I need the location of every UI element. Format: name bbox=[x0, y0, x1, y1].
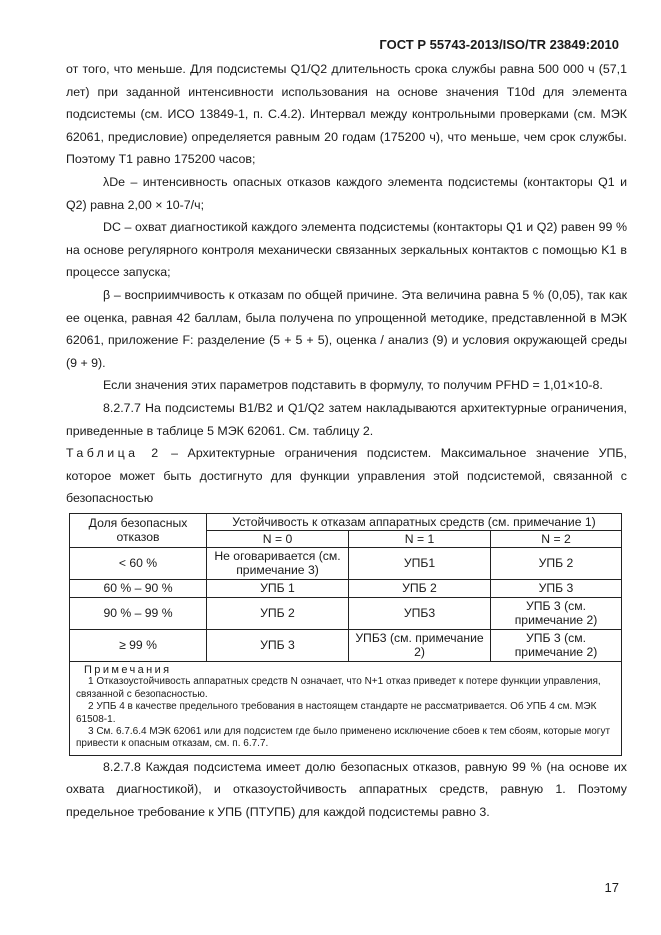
table-cell: ≥ 99 % bbox=[70, 629, 207, 661]
table-cell: УПБ 3 bbox=[207, 629, 349, 661]
table-cell: УПБ1 bbox=[349, 547, 491, 579]
table-cell: УПБ 2 bbox=[207, 597, 349, 629]
paragraph-pfh: Если значения этих параметров подставить в формулу, то получим PFHD = 1,01×10-8. bbox=[103, 378, 603, 393]
architectural-constraints-table bbox=[69, 513, 622, 756]
document-header: ГОСТ Р 55743-2013/ISO/TR 23849:2010 bbox=[379, 37, 619, 52]
paragraph-8277: 8.2.7.7 На подсистемы B1/B2 и Q1/Q2 затем накладываются архитектурные ограничения, приведенные в таблице 5 МЭК 62061. См. таблицу 2. bbox=[66, 400, 627, 438]
paragraph-lambda: λDe – интенсивность опасных отказов каждого элемента подсистемы (контакторы Q1 и Q2) равна 2,00 × 10-7/ч; bbox=[66, 174, 627, 212]
page-body bbox=[66, 58, 627, 824]
table-cell: УПБ3 bbox=[349, 597, 491, 629]
note-2: 2 УПБ 4 в качестве предельного требования в настоящем стандарте не рассматривается. Об УПБ 4 см. МЭК 61508-1. bbox=[76, 701, 597, 725]
table-cell: УПБ 3 (см. примечание 2) bbox=[491, 629, 622, 661]
sub-header-n2: N = 2 bbox=[491, 530, 622, 547]
note-1: 1 Отказоустойчивость аппаратных средств N означает, что N+1 отказ приведет к потере функции управления, связанной с безопасностью. bbox=[76, 676, 601, 700]
table-cell: УПБ 3 (см. примечание 2) bbox=[491, 597, 622, 629]
note-3: 3 См. 6.7.6.4 МЭК 62061 или для подсистем где было применено исключение сбоев к тем сбоям, которые могут привести к опасным отказам, см. п. 6.7.7. bbox=[76, 725, 611, 750]
table-row bbox=[70, 579, 622, 597]
sub-header-n0: N = 0 bbox=[207, 530, 349, 547]
col-header-hft: Устойчивость к отказам аппаратных средств (см. примечание 1) bbox=[207, 513, 622, 530]
table-caption bbox=[66, 442, 627, 510]
table-notes bbox=[70, 661, 622, 755]
paragraph-8278: 8.2.7.8 Каждая подсистема имеет долю безопасных отказов, равную 99 % (на основе их охвата диагностикой), и отказоустойчивость аппаратных средств, равную 1. Поэтому предельное требование к УПБ (ПТУПБ) для каждой подсистемы равно 3. bbox=[66, 759, 627, 819]
table-cell: УПБ 3 bbox=[491, 579, 622, 597]
table-cell: УПБ 1 bbox=[207, 579, 349, 597]
sub-header-n1: N = 1 bbox=[349, 530, 491, 547]
col-header-sff: Доля безопасных отказов bbox=[70, 513, 207, 547]
table-cell: УПБ 2 bbox=[491, 547, 622, 579]
table-cell: 60 % – 90 % bbox=[70, 579, 207, 597]
table-row bbox=[70, 547, 622, 579]
table-row bbox=[70, 629, 622, 661]
paragraph-lifetime: от того, что меньше. Для подсистемы Q1/Q2 длительность срока службы равна 500 000 ч (57,1 лет) при заданной интенсивности использования на основе значения T10d для элемента подсистемы (см. ИСО 13849-1, п. С.4.2). Интервал между контрольными проверками (см. МЭК 62061, предисловие) определяется равным 20 годам (175200 ч), что меньше, чем срок службы. Поэтому T1 равно 175200 часов; bbox=[66, 62, 627, 167]
paragraph-beta: β – восприимчивость к отказам по общей причине. Эта величина равна 5 % (0,05), так как ее оценка, равная 42 баллам, была получена по упрощенной методике, представленной в МЭК 62061, приложение F: разделение (5 + 5 + 5), оценка / анализ (9) и условия окружающей среды (9 + 9). bbox=[66, 287, 627, 370]
table-row bbox=[70, 597, 622, 629]
table-caption-text: – Архитектурные ограничения подсистем. Максимальное значение УПБ, которое может быть достигнуто для функции управления этой подсистемой, связанной с безопасностью bbox=[66, 446, 627, 506]
table-cell: Не оговаривается (см. примечание 3) bbox=[207, 547, 349, 579]
table-cell: < 60 % bbox=[70, 547, 207, 579]
table-cell: УПБ3 (см. примечание 2) bbox=[349, 629, 491, 661]
notes-title: Примечания bbox=[84, 663, 172, 676]
paragraph-dc: DC – охват диагностикой каждого элемента подсистемы (контакторы Q1 и Q2) равен 99 % на основе регулярного контроля механически связанных зеркальных контактов с помощью K1 в процессе запуска; bbox=[66, 220, 627, 280]
page-number: 17 bbox=[604, 880, 619, 895]
table-caption-label: Таблица 2 bbox=[66, 446, 162, 461]
table-cell: УПБ 2 bbox=[349, 579, 491, 597]
table-cell: 90 % – 99 % bbox=[70, 597, 207, 629]
